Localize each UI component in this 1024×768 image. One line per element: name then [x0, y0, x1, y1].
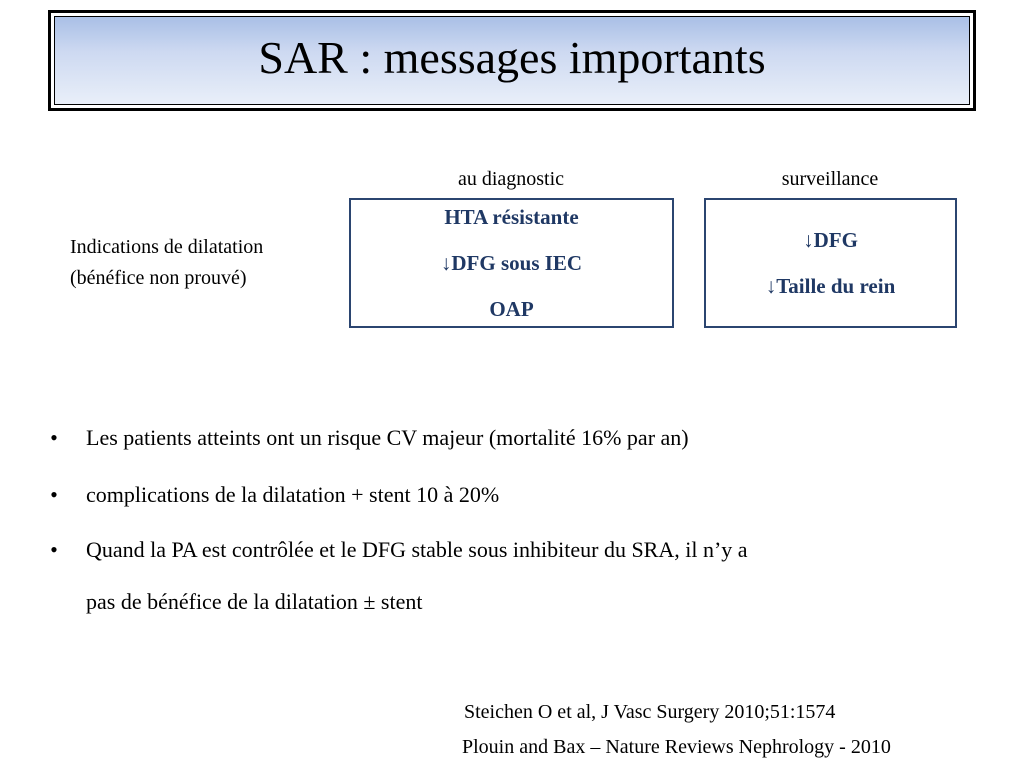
surveillance-item-dfg [706, 217, 955, 263]
reference-1: Steichen O et al, J Vasc Surgery 2010;51:1574 [464, 701, 836, 723]
surveillance-item-dfg-text: DFG [813, 228, 858, 252]
surveillance-item-kidney-size-text: Taille du rein [776, 274, 896, 298]
column-label-surveillance: surveillance [781, 168, 879, 190]
bullet-list [44, 420, 964, 650]
diagnostic-box [349, 198, 674, 328]
column-label-diagnostic: au diagnostic [457, 168, 565, 190]
surveillance-item-kidney-size [706, 263, 955, 309]
bullet-icon: • [50, 482, 58, 507]
diagnostic-item-dfg [351, 240, 672, 286]
down-arrow-icon: ↓ [440, 251, 452, 275]
down-arrow-icon: ↓ [803, 228, 814, 252]
diagnostic-item-hta: HTA résistante [444, 205, 579, 229]
surveillance-box [704, 198, 957, 328]
indications-label [70, 232, 263, 294]
bullet-icon: • [50, 537, 58, 562]
list-item [44, 420, 964, 455]
bullet-text-1: Les patients atteints ont un risque CV majeur (mortalité 16% par an) [86, 425, 689, 450]
bullet-icon: • [50, 425, 58, 450]
reference-2: Plouin and Bax – Nature Reviews Nephrology - 2010 [462, 736, 891, 758]
title-banner [54, 16, 970, 105]
diagnostic-item-dfg-text: DFG sous IEC [451, 251, 583, 275]
bullet-text-3-line-1: Quand la PA est contrôlée et le DFG stable sous inhibiteur du SRA, il n’y a [86, 537, 748, 562]
bullet-text-3-line-2: pas de bénéfice de la dilatation ± stent [86, 589, 423, 614]
diagnostic-item-oap: OAP [489, 297, 534, 321]
indications-line-2: (bénéfice non prouvé) [70, 267, 247, 289]
indications-line-1: Indications de dilatation [70, 236, 264, 258]
list-item [44, 524, 964, 628]
list-item [44, 477, 964, 512]
bullet-text-2: complications de la dilatation + stent 10 à 20% [86, 482, 500, 507]
down-arrow-icon: ↓ [765, 274, 777, 298]
title-frame [48, 10, 976, 111]
page-title: SAR : messages importants [258, 31, 766, 83]
